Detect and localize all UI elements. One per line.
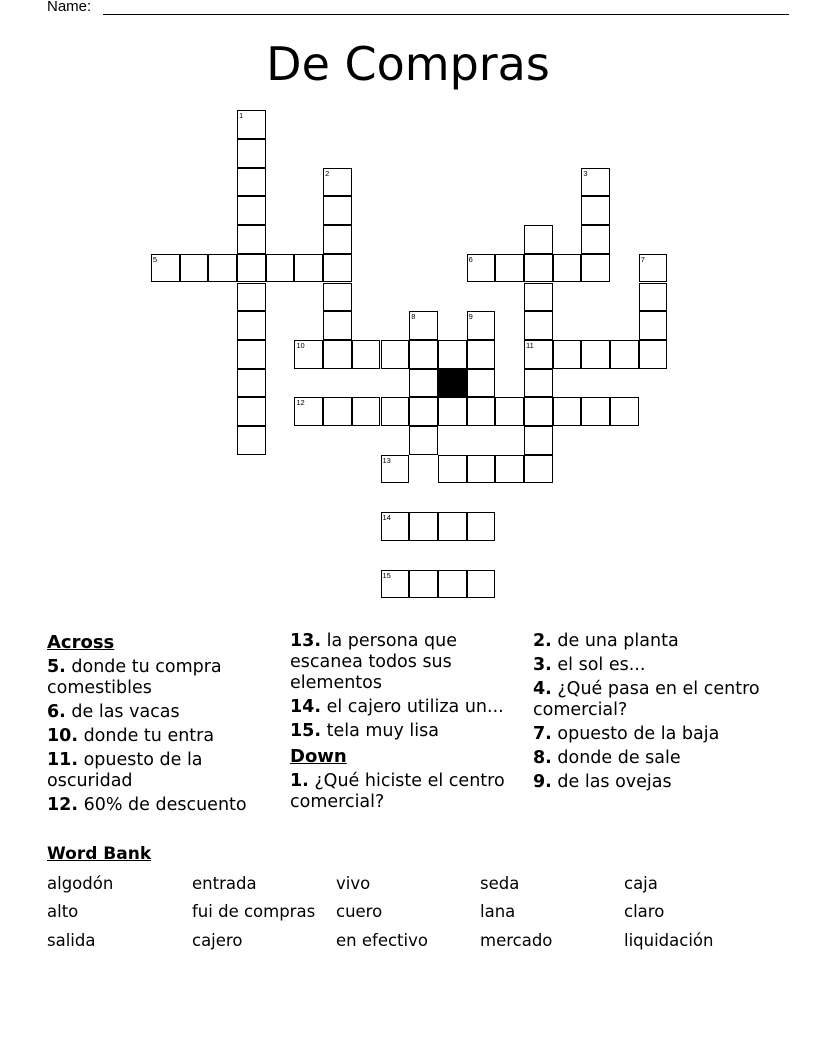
crossword-cell[interactable] [495, 397, 524, 426]
crossword-cell[interactable] [524, 455, 553, 484]
crossword-cell[interactable] [524, 397, 553, 426]
crossword-cell[interactable] [438, 340, 467, 369]
clue-number: 10 [296, 340, 305, 350]
crossword-cell[interactable] [237, 196, 266, 225]
crossword-cell[interactable] [381, 570, 410, 599]
crossword-block [438, 369, 467, 398]
crossword-cell[interactable] [639, 254, 668, 283]
clue-number: 8 [411, 312, 416, 322]
crossword-cell[interactable] [467, 455, 496, 484]
crossword-cell[interactable] [323, 283, 352, 312]
clue-across-11: 11. opuesto de la oscuridad [47, 750, 203, 791]
crossword-cell[interactable] [524, 340, 553, 369]
crossword-cell[interactable] [323, 254, 352, 283]
word-bank-item: en efectivo [336, 931, 428, 950]
crossword-cell[interactable] [467, 570, 496, 599]
crossword-cell[interactable] [610, 397, 639, 426]
crossword-cell[interactable] [553, 254, 582, 283]
word-bank-item: vivo [336, 874, 371, 893]
crossword-cell[interactable] [323, 196, 352, 225]
crossword-cell[interactable] [352, 340, 381, 369]
crossword-cell[interactable] [237, 397, 266, 426]
crossword-cell[interactable] [467, 397, 496, 426]
crossword-cell[interactable] [409, 340, 438, 369]
crossword-cell[interactable] [381, 397, 410, 426]
word-bank-item: lana [480, 902, 516, 921]
crossword-cell[interactable] [524, 426, 553, 455]
crossword-cell[interactable] [237, 254, 266, 283]
crossword-cell[interactable] [409, 570, 438, 599]
word-bank-item: algodón [47, 874, 114, 893]
clue-down-1: 1. ¿Qué hiciste el centro comercial? [290, 771, 505, 812]
page-title: De Compras [266, 37, 550, 91]
crossword-cell[interactable] [581, 196, 610, 225]
clue-column-3 [533, 631, 765, 796]
word-bank-item: caja [624, 874, 658, 893]
word-bank-item: entrada [192, 874, 257, 893]
crossword-cell[interactable] [323, 225, 352, 254]
crossword-cell[interactable] [237, 311, 266, 340]
crossword-cell[interactable] [409, 397, 438, 426]
crossword-cell[interactable] [438, 455, 467, 484]
clue-across-6: 6. de las vacas [47, 702, 180, 722]
crossword-cell[interactable] [639, 311, 668, 340]
clue-number: 7 [640, 254, 645, 264]
word-bank-item: mercado [480, 931, 553, 950]
crossword-cell[interactable] [381, 340, 410, 369]
word-bank-item: liquidación [624, 931, 714, 950]
crossword-cell[interactable] [524, 225, 553, 254]
word-bank-item: alto [47, 902, 79, 921]
across-heading: Across [47, 632, 115, 653]
clue-number: 9 [468, 312, 473, 322]
crossword-cell[interactable] [467, 369, 496, 398]
word-bank-item: salida [47, 931, 96, 950]
crossword-cell[interactable] [237, 225, 266, 254]
crossword-cell[interactable] [553, 340, 582, 369]
crossword-cell[interactable] [438, 512, 467, 541]
clue-across-15: 15. tela muy lisa [290, 721, 439, 741]
crossword-cell[interactable] [610, 340, 639, 369]
clue-down-3: 3. el sol es... [533, 655, 646, 675]
crossword-cell[interactable] [409, 512, 438, 541]
crossword-cell[interactable] [581, 397, 610, 426]
crossword-cell[interactable] [237, 168, 266, 197]
crossword-cell[interactable] [438, 397, 467, 426]
crossword-cell[interactable] [352, 397, 381, 426]
crossword-cell[interactable] [639, 340, 668, 369]
clue-number: 6 [468, 254, 473, 264]
crossword-cell[interactable] [524, 254, 553, 283]
clue-number: 12 [296, 398, 305, 408]
crossword-cell[interactable] [553, 397, 582, 426]
clue-number: 1 [239, 111, 244, 121]
name-label: Name: [47, 0, 92, 15]
clue-number: 5 [152, 254, 158, 264]
clue-column-2 [290, 631, 522, 816]
crossword-cell[interactable] [467, 311, 496, 340]
clue-number: 2 [325, 168, 330, 178]
crossword-cell[interactable] [323, 340, 352, 369]
crossword-cell[interactable] [266, 254, 295, 283]
word-bank-item: seda [480, 874, 520, 893]
crossword-cell[interactable] [639, 283, 668, 312]
crossword-cell[interactable] [495, 254, 524, 283]
crossword-cell[interactable] [524, 311, 553, 340]
clue-down-8: 8. donde de sale [533, 748, 681, 768]
crossword-cell[interactable] [409, 369, 438, 398]
crossword-cell[interactable] [581, 254, 610, 283]
crossword-cell[interactable] [581, 225, 610, 254]
crossword-cell[interactable] [467, 512, 496, 541]
clue-column-1 [47, 629, 279, 819]
crossword-cell[interactable] [381, 512, 410, 541]
crossword-cell[interactable] [294, 340, 323, 369]
crossword-cell[interactable] [581, 340, 610, 369]
crossword-cell[interactable] [524, 369, 553, 398]
word-bank-item: fui de compras [192, 902, 316, 921]
clue-down-9: 9. de las ovejas [533, 772, 672, 792]
crossword-cell[interactable] [495, 455, 524, 484]
crossword-cell[interactable] [323, 168, 352, 197]
clue-number: 14 [382, 513, 391, 523]
crossword-cell[interactable] [581, 168, 610, 197]
word-bank-item: cuero [336, 902, 383, 921]
clue-across-10: 10. donde tu entra [47, 726, 215, 746]
clue-number: 3 [583, 168, 588, 178]
crossword-cell[interactable] [467, 254, 496, 283]
word-bank-title: Word Bank [47, 844, 152, 864]
clue-across-14: 14. el cajero utiliza un... [290, 697, 504, 717]
crossword-cell[interactable] [237, 110, 266, 139]
word-bank-item: cajero [192, 931, 243, 950]
clue-number: 13 [382, 455, 391, 465]
crossword-cell[interactable] [208, 254, 237, 283]
crossword-cell[interactable] [409, 311, 438, 340]
crossword-cell[interactable] [237, 139, 266, 168]
clue-down-4: 4. ¿Qué pasa en el centro comercial? [533, 679, 760, 720]
crossword-cell[interactable] [237, 369, 266, 398]
crossword-cell[interactable] [381, 455, 410, 484]
crossword-cell[interactable] [524, 283, 553, 312]
crossword-cell[interactable] [438, 570, 467, 599]
clue-across-13: 13. la persona que escanea todos sus elementos [290, 631, 457, 693]
crossword-cell[interactable] [237, 340, 266, 369]
clue-number: 11 [526, 340, 534, 350]
clue-down-7: 7. opuesto de la baja [533, 724, 720, 744]
clue-across-12: 12. 60% de descuento [47, 795, 247, 815]
crossword-cell[interactable] [409, 426, 438, 455]
crossword-cell[interactable] [151, 254, 180, 283]
crossword-cell[interactable] [467, 340, 496, 369]
crossword-cell[interactable] [237, 283, 266, 312]
clue-number: 15 [382, 570, 391, 580]
crossword-cell[interactable] [294, 254, 323, 283]
word-bank-item: claro [624, 902, 665, 921]
crossword-cell[interactable] [323, 311, 352, 340]
crossword-cell[interactable] [237, 426, 266, 455]
down-heading: Down [290, 746, 347, 767]
clue-down-2: 2. de una planta [533, 631, 679, 651]
crossword-cell[interactable] [294, 397, 323, 426]
crossword-cell[interactable] [180, 254, 209, 283]
clue-across-5: 5. donde tu compra comestibles [47, 657, 222, 698]
crossword-cell[interactable] [323, 397, 352, 426]
